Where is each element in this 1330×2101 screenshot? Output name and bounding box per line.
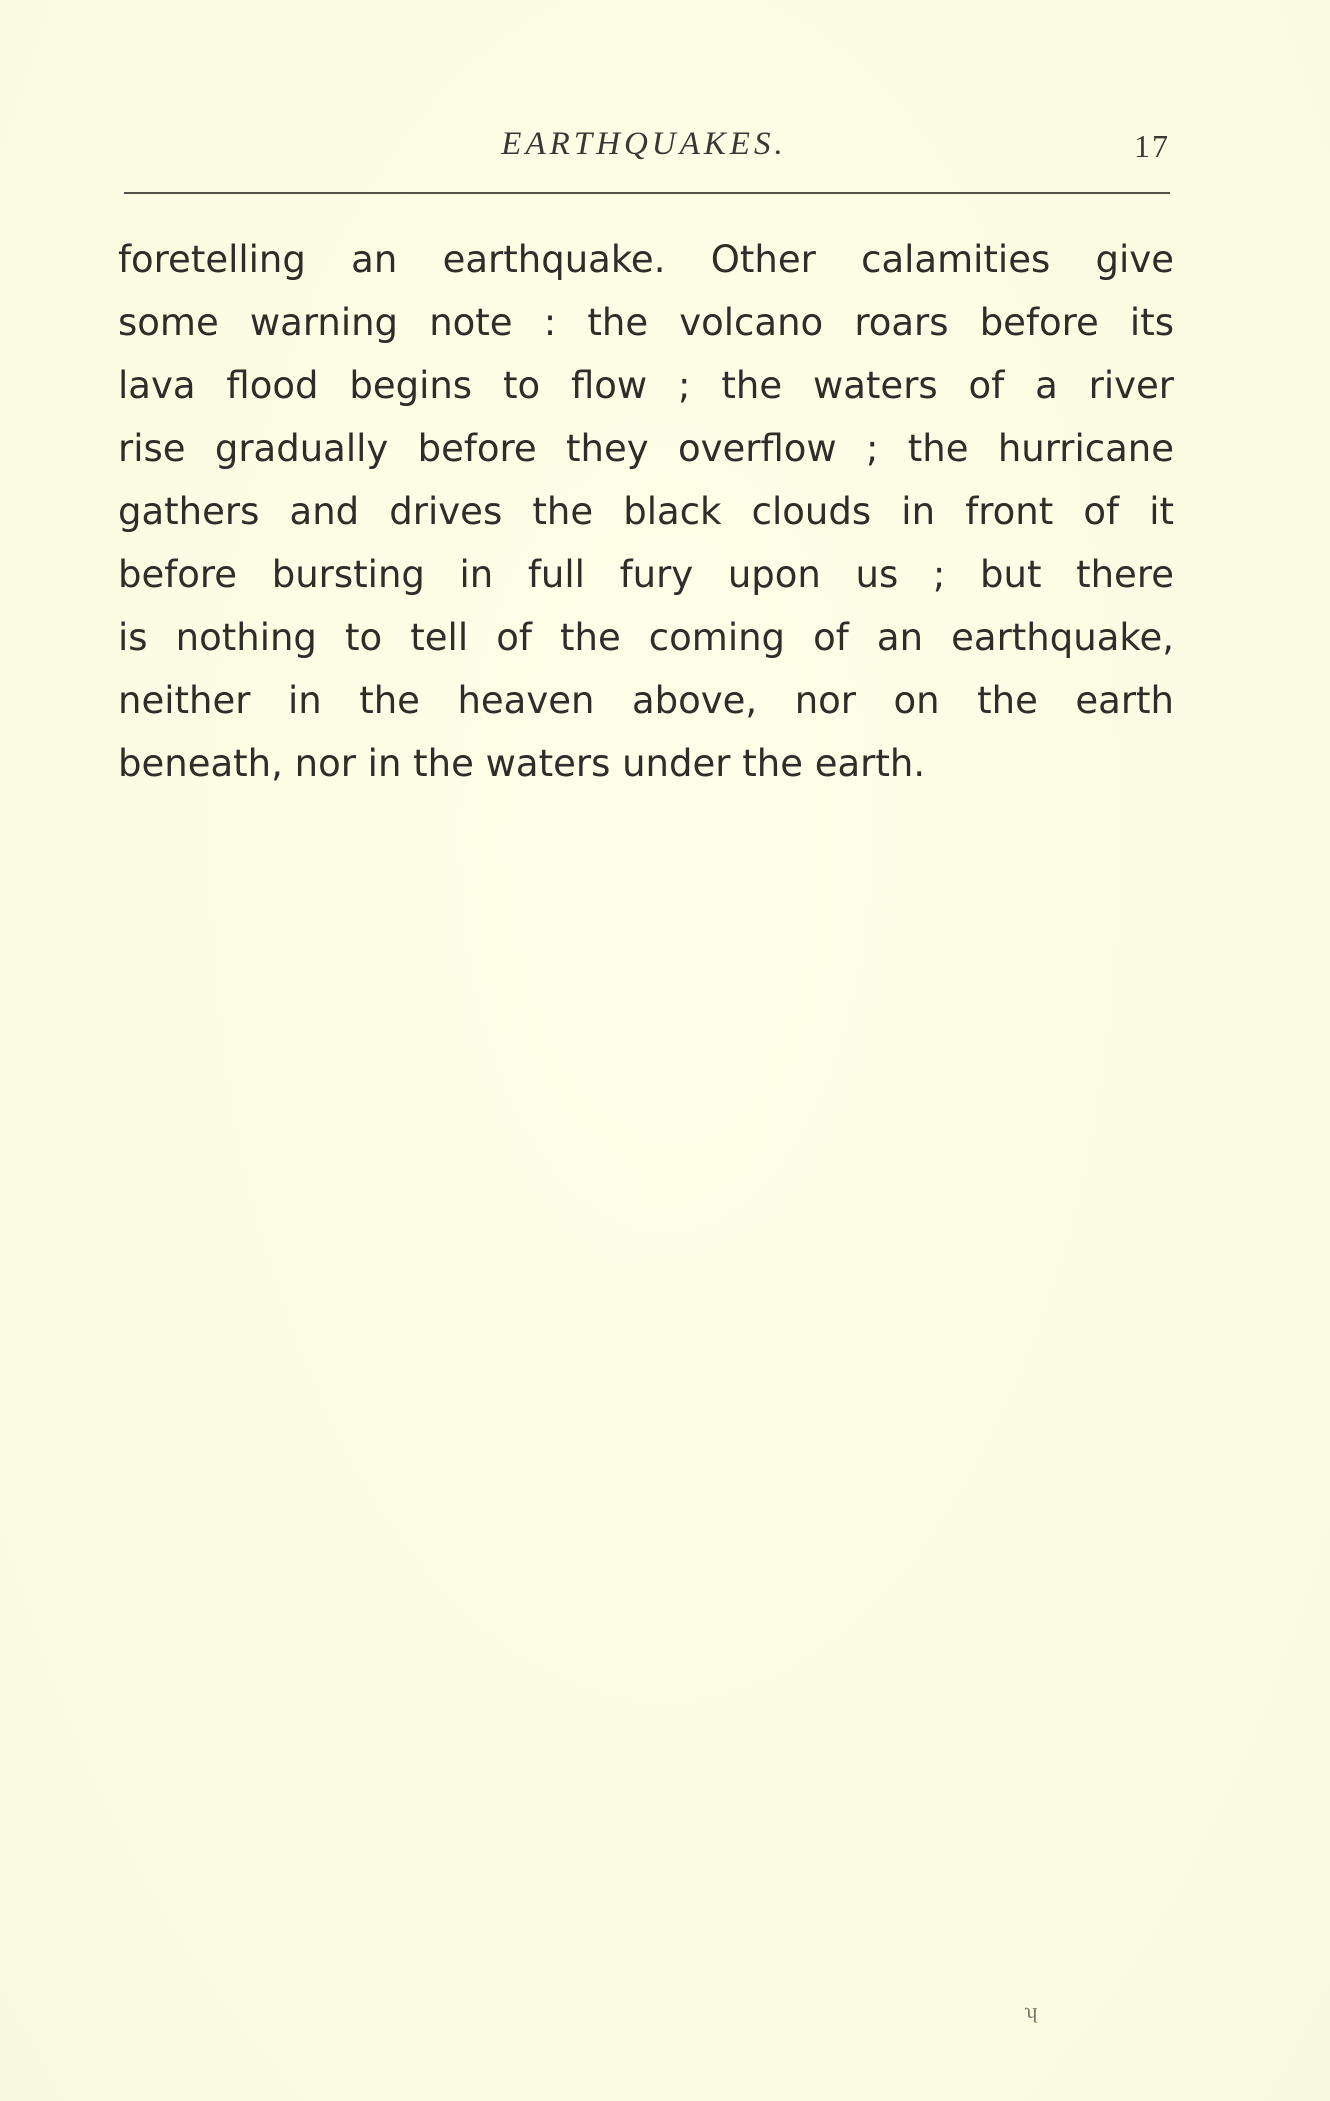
text-line: neither in the heaven above, nor on the earth <box>118 679 1174 722</box>
text-line: beneath, nor in the waters under the earth. <box>118 742 926 785</box>
running-head <box>118 126 1170 176</box>
text-line: gathers and drives the black clouds in front of it <box>118 490 1174 533</box>
text-line: rise gradually before they overflow ; the hurricane <box>118 427 1174 470</box>
body-text <box>118 228 1174 795</box>
text-line: is nothing to tell of the coming of an earthquake, <box>118 616 1174 659</box>
header-rule <box>124 192 1170 194</box>
text-line: lava flood begins to flow ; the waters of a river <box>118 364 1174 407</box>
text-line: some warning note : the volcano roars before its <box>118 301 1174 344</box>
text-line: before bursting in full fury upon us ; but there <box>118 553 1174 596</box>
text-line: foretelling an earthquake. Other calamities give <box>118 238 1174 281</box>
running-title: EARTHQUAKES. <box>501 126 787 162</box>
signature-mark: ʮ <box>1024 1998 1038 2023</box>
page-number: 17 <box>1134 128 1170 164</box>
